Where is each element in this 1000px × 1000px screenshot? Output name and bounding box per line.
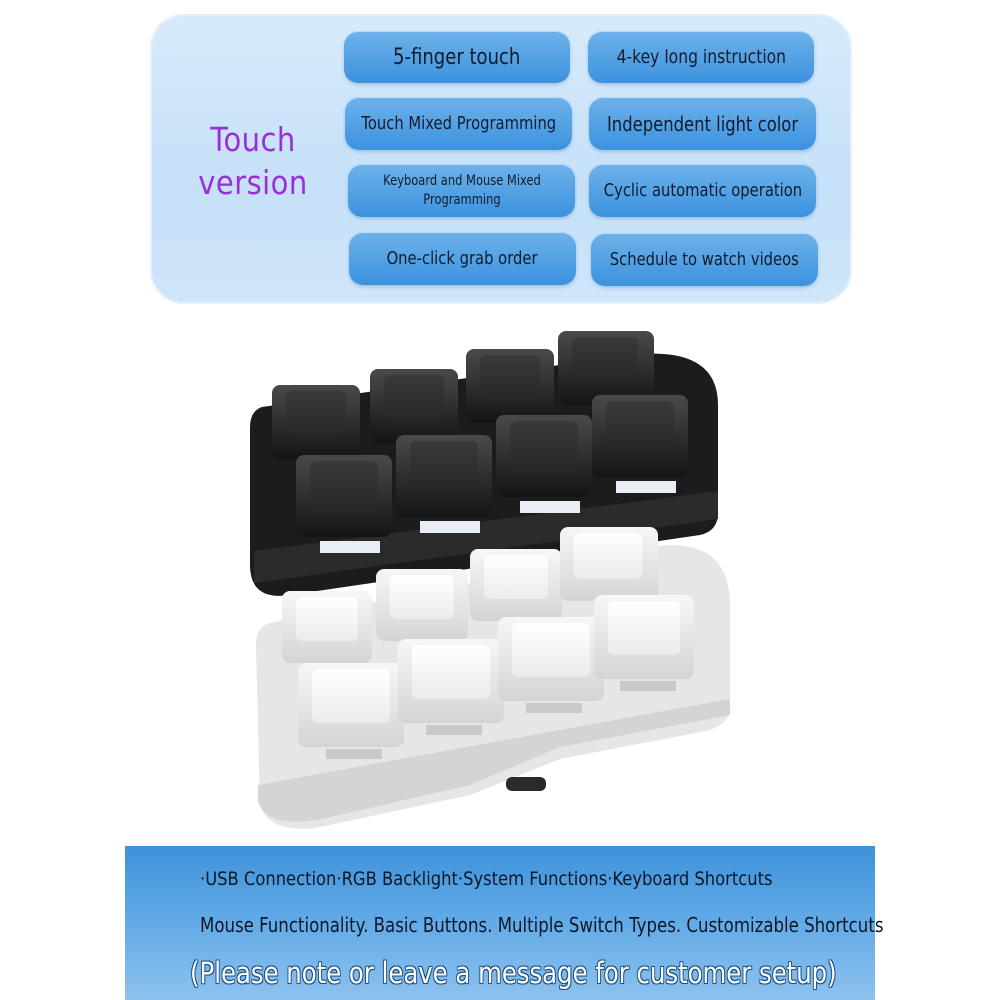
feature-pill-five-finger-touch: 5-finger touch [344, 31, 570, 83]
feature-pill-touch-mixed-programming: Touch Mixed Programming [345, 97, 572, 150]
feature-pill-long-instruction: 4-key long instruction [588, 31, 814, 83]
feature-pill-independent-light-color: Independent light color [589, 97, 816, 150]
feature-pill-keyboard-mouse-mixed: Keyboard and Mouse Mixed Programming [348, 164, 575, 217]
feature-pill-one-click-grab-order: One-click grab order [349, 232, 576, 285]
banner-line-3: (Please note or leave a message for customer setup) [190, 956, 837, 990]
panel-title-line2: version [198, 163, 308, 202]
feature-pill-schedule-watch-videos: Schedule to watch videos [591, 233, 818, 286]
keypad-product-image [230, 315, 750, 835]
panel-title [196, 118, 310, 204]
panel-title-line1: Touch [210, 120, 296, 159]
usb-port [506, 777, 546, 791]
banner-line-1: ·USB Connection·RGB Backlight·System Functions·Keyboard Shortcuts [200, 868, 773, 890]
feature-pill-cyclic-automatic-operation: Cyclic automatic operation [589, 164, 816, 217]
banner-line-2: Mouse Functionality. Basic Buttons. Multiple Switch Types. Customizable Shortcuts [200, 913, 884, 937]
